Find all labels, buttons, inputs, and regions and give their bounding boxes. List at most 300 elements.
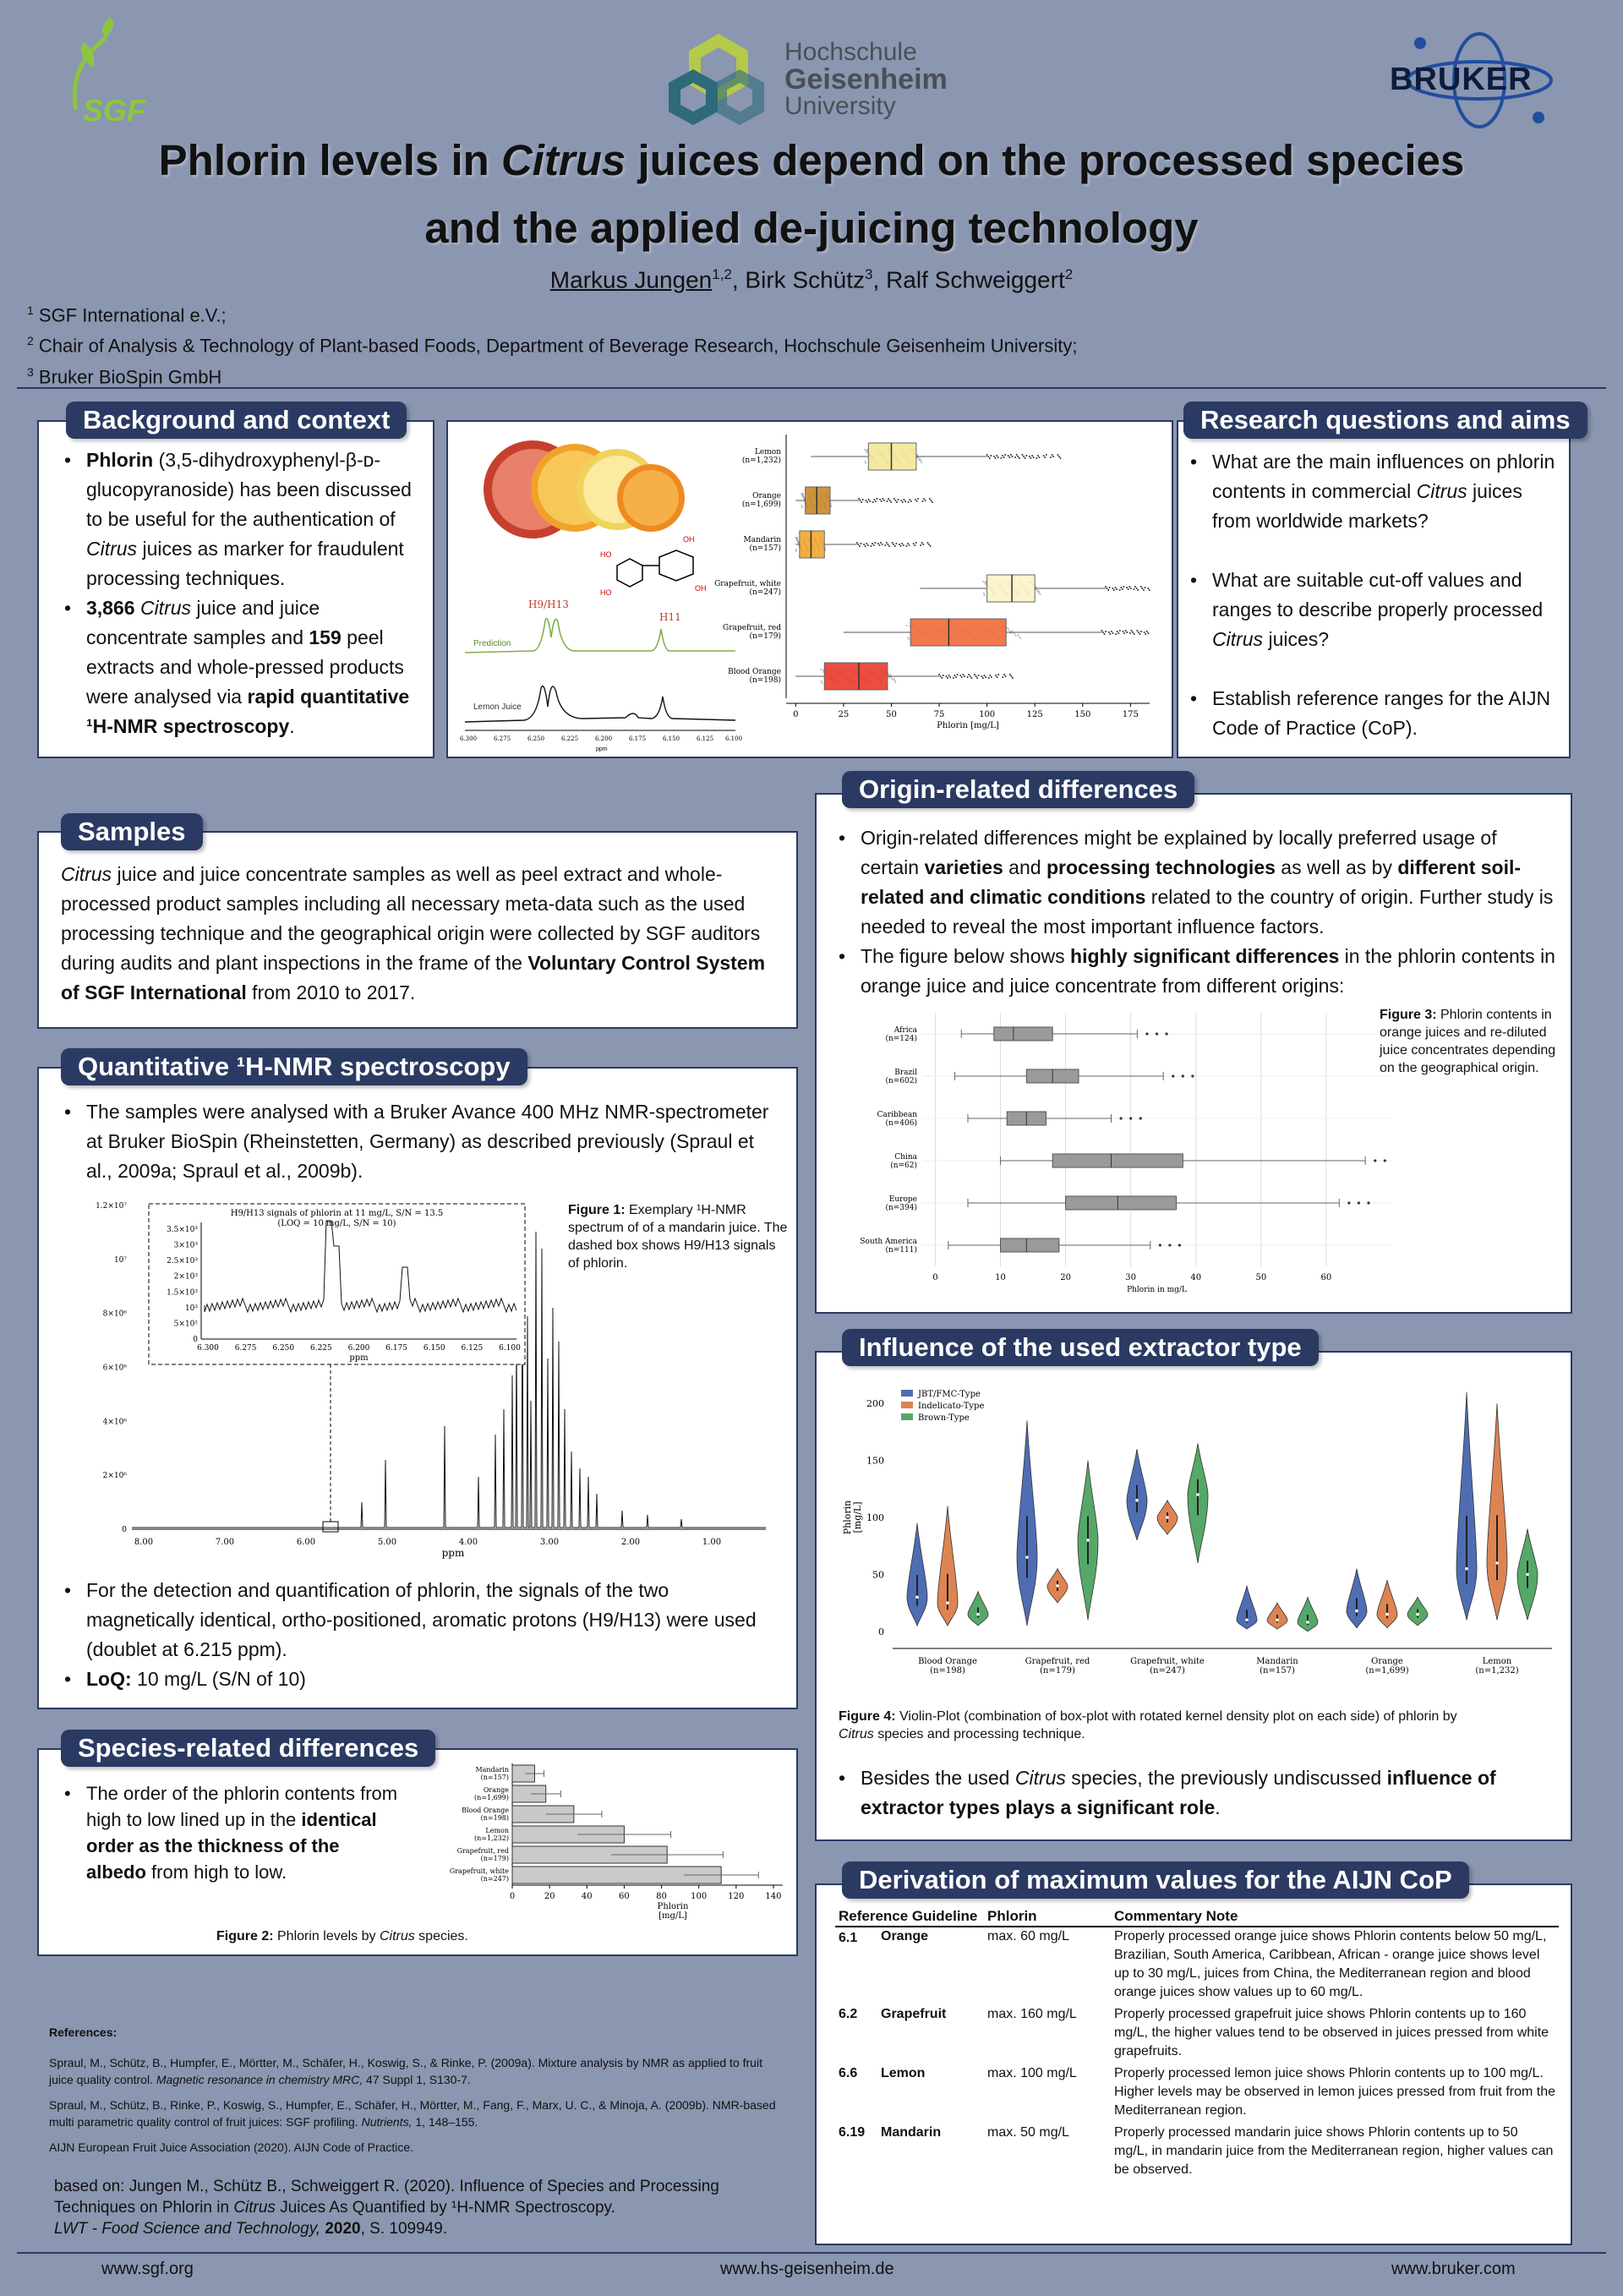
research-box xyxy=(1177,420,1571,758)
box xyxy=(1052,1154,1183,1167)
category-label: Blood Orange (n=198) xyxy=(462,1807,509,1822)
figure-4-caption: Figure 4: Violin-Plot (combination of box-plot with rotated kernel density plot on each side) of phlorin by Citrus species and processing technique. xyxy=(839,1709,1457,1741)
outlier-point xyxy=(916,500,918,502)
outlier-point xyxy=(930,545,932,547)
outlier-point xyxy=(915,499,916,500)
outlier-point xyxy=(1101,630,1102,631)
category-label: Blood Orange (n=198) xyxy=(728,668,781,685)
outlier-point xyxy=(893,498,895,500)
legend-swatch xyxy=(901,1402,913,1408)
box xyxy=(868,443,916,470)
author-3: , Ralf Schweiggert xyxy=(872,266,1065,293)
outlier-point xyxy=(899,544,900,545)
outlier-point xyxy=(1118,632,1119,634)
cop-row-orange: 6.1 Orange max. 60 mg/L Properly processed orange juice shows Phlorin contents below 50 mg/L, Brazilian, South America, Caribbean, African - orange juice shows level up to 30 mg/L, juices from China, the Mediterranean region and blood orange juices show values up to 60 mg/L. xyxy=(839,1929,1547,1999)
svg-text:6.100: 6.100 xyxy=(725,735,743,742)
category-label: Orange (n=1,699) xyxy=(741,492,781,509)
outlier-point xyxy=(902,501,904,503)
outlier-point xyxy=(894,545,896,547)
outlier-point xyxy=(900,545,902,547)
y-tick-label: 2×10⁶ xyxy=(102,1472,127,1481)
title-ital: Citrus xyxy=(500,136,626,184)
outlier-point xyxy=(1012,456,1014,457)
nmr-prediction-traces xyxy=(456,595,744,760)
footer-divider xyxy=(17,2252,1606,2254)
jitter-point xyxy=(894,680,896,681)
outlier-point xyxy=(1147,588,1149,589)
footer-bruker-link[interactable]: www.bruker.com xyxy=(1391,2260,1516,2278)
outlier-point xyxy=(964,675,965,677)
jitter-point xyxy=(908,638,910,640)
violin-median xyxy=(915,1596,919,1599)
outlier-point xyxy=(1139,1117,1142,1119)
outlier-point xyxy=(1017,456,1019,457)
svg-text:6.250: 6.250 xyxy=(527,735,545,742)
svg-text:OH: OH xyxy=(695,584,707,593)
x-tick-label: 75 xyxy=(933,710,945,719)
h11-label: H11 xyxy=(659,611,681,623)
nmr-bullet-3: • LoQ: 10 mg/L (S/N of 10) xyxy=(61,1665,779,1694)
origin-box xyxy=(815,793,1572,1314)
category-label: Lemon (n=1,232) xyxy=(1475,1657,1519,1676)
outlier-point xyxy=(947,677,948,679)
hochschule-geisenheim-logo xyxy=(659,34,981,135)
outlier-point xyxy=(1119,589,1121,591)
outlier-point xyxy=(862,499,864,500)
x-tick-label: 125 xyxy=(1026,710,1043,719)
nmr-small-ticks xyxy=(460,735,742,742)
x-tick-label: 1.00 xyxy=(702,1538,722,1547)
outlier-point xyxy=(1000,457,1002,459)
x-tick-label: 8.00 xyxy=(134,1538,154,1547)
violin xyxy=(1487,1403,1507,1620)
category-label: Orange (n=1,699) xyxy=(1365,1657,1409,1676)
nmr-box xyxy=(37,1067,798,1709)
violin-median xyxy=(1245,1619,1249,1622)
jitter-point xyxy=(1036,589,1038,591)
outlier-point xyxy=(917,498,919,500)
outlier-point xyxy=(884,544,886,546)
violin-median xyxy=(1355,1610,1358,1613)
outlier-point xyxy=(1102,631,1104,633)
outlier-point xyxy=(1130,588,1132,589)
inset-x-tick: 6.100 xyxy=(499,1344,521,1353)
outlier-point xyxy=(1191,1074,1194,1077)
outlier-point xyxy=(930,500,932,501)
outlier-point xyxy=(1036,457,1037,459)
inset-y-tick: 1.5×10³ xyxy=(167,1288,198,1298)
outlier-point xyxy=(1358,1201,1360,1204)
category-label: Grapefruit, red (n=179) xyxy=(723,624,781,641)
author-2-sup: 3 xyxy=(865,266,873,282)
category-label: Mandarin (n=157) xyxy=(743,536,781,553)
outlier-point xyxy=(886,542,888,544)
outlier-point xyxy=(1016,454,1018,456)
outlier-point xyxy=(1140,631,1142,632)
category-label: Grapefruit, white (n=247) xyxy=(1130,1657,1205,1676)
footer-sgf-link[interactable]: www.sgf.org xyxy=(101,2260,194,2278)
outlier-point xyxy=(900,500,902,501)
outlier-point xyxy=(861,501,862,503)
outlier-point xyxy=(863,544,865,545)
x-tick-label: 60 xyxy=(619,1892,630,1901)
outlier-point xyxy=(860,543,861,544)
bruker-logo xyxy=(1386,30,1572,131)
box xyxy=(800,531,824,558)
outlier-point xyxy=(1107,589,1109,591)
outlier-point xyxy=(1374,1159,1376,1162)
cop-row-mandarin: 6.19 Mandarin max. 50 mg/L Properly processed mandarin juice shows Phlorin contents up to 50 mg/L, in mandarin juice from the Mediterranean region, higher values can be observed. xyxy=(839,2125,1554,2177)
outlier-point xyxy=(986,454,988,456)
jitter-point xyxy=(888,676,890,678)
outlier-point xyxy=(967,676,969,678)
logo-line-2: Geisenheim xyxy=(784,63,948,96)
outlier-point xyxy=(1107,588,1108,589)
th-note: Commentary Note xyxy=(1111,1907,1559,1927)
outlier-point xyxy=(1037,455,1039,456)
outlier-point xyxy=(1125,630,1127,631)
outlier-point xyxy=(1004,454,1006,456)
jitter-point xyxy=(866,449,868,451)
lemon-juice-label: Lemon Juice xyxy=(473,702,522,712)
jitter-point xyxy=(983,593,985,594)
x-tick-label: 50 xyxy=(1255,1273,1267,1282)
outlier-point xyxy=(995,675,997,676)
outlier-point xyxy=(925,500,926,501)
outlier-point xyxy=(1149,589,1150,591)
violin-median xyxy=(946,1601,949,1604)
outlier-point xyxy=(890,501,892,503)
outlier-point xyxy=(995,457,997,459)
box xyxy=(1001,1238,1059,1252)
affiliation-3: $^3$ Bruker BioSpin GmbH xyxy=(27,364,222,387)
outlier-point xyxy=(865,500,866,501)
svg-text:6.125: 6.125 xyxy=(697,735,714,742)
outlier-point xyxy=(1060,457,1062,459)
outlier-point xyxy=(1122,588,1123,590)
x-tick-label: 150 xyxy=(1074,710,1091,719)
footer-hs-link[interactable]: www.hs-geisenheim.de xyxy=(720,2260,894,2278)
outlier-point xyxy=(991,676,992,678)
outlier-point xyxy=(1143,589,1145,591)
outlier-point xyxy=(1139,633,1140,635)
outlier-point xyxy=(1145,1032,1148,1035)
jitter-point xyxy=(982,581,984,582)
violin-median xyxy=(1306,1621,1309,1624)
outlier-point xyxy=(923,498,925,500)
jitter-point xyxy=(1008,629,1010,631)
outlier-point xyxy=(895,543,897,544)
outlier-point xyxy=(1043,455,1045,456)
y-tick-label: 200 xyxy=(866,1398,884,1410)
jitter-point xyxy=(917,456,919,457)
outlier-point xyxy=(875,500,877,502)
origin-bullet-2: • The figure below shows highly significant differences in the phlorin contents in orange juice and juice concentrate from different origins: xyxy=(835,942,1555,1001)
outlier-point xyxy=(1022,454,1024,456)
authors xyxy=(0,266,1623,293)
outlier-point xyxy=(1145,633,1146,635)
category-label: Lemon (n=1,232) xyxy=(741,448,781,465)
inset-x-tick: 6.200 xyxy=(347,1344,370,1353)
outlier-point xyxy=(894,500,896,501)
outlier-point xyxy=(1129,632,1131,634)
outlier-point xyxy=(1046,454,1047,456)
figure-2 xyxy=(411,1758,791,1923)
outlier-point xyxy=(945,675,947,677)
violin-median xyxy=(1526,1573,1529,1577)
outlier-point xyxy=(904,500,906,502)
outlier-point xyxy=(962,674,964,675)
outlier-point xyxy=(1123,631,1124,632)
category-label: Lemon (n=1,232) xyxy=(474,1827,509,1842)
outlier-point xyxy=(1134,633,1135,635)
violin xyxy=(1456,1392,1477,1621)
x-tick-label: 100 xyxy=(979,710,996,719)
jitter-point xyxy=(1015,635,1017,637)
jitter-point xyxy=(821,681,822,682)
title-post: juices depend on the processed species xyxy=(626,136,1465,184)
outlier-point xyxy=(1112,588,1113,589)
outlier-point xyxy=(974,674,975,675)
y-tick-label: 4×10⁶ xyxy=(102,1418,127,1427)
jitter-point xyxy=(865,461,866,462)
outlier-point xyxy=(928,544,930,545)
outlier-point xyxy=(908,501,910,503)
x-tick-label: 25 xyxy=(838,710,850,719)
jitter-point xyxy=(864,449,866,451)
outlier-point xyxy=(990,455,992,456)
figure-3-caption: Figure 3: Phlorin contents in orange juices and re-diluted juice concentrates depending on the geographical origin. xyxy=(1380,1008,1556,1075)
outlier-point xyxy=(910,500,912,502)
outlier-point xyxy=(993,456,995,457)
outlier-point xyxy=(873,499,875,500)
violin-median xyxy=(1086,1539,1090,1542)
outlier-point xyxy=(1014,456,1016,458)
box xyxy=(987,575,1036,602)
jitter-point xyxy=(796,537,798,538)
outlier-point xyxy=(868,499,870,500)
jitter-point xyxy=(1012,630,1014,631)
legend-label: JBT/FMC-Type xyxy=(918,1390,981,1399)
outlier-point xyxy=(1116,588,1118,590)
research-question-2: • What are suitable cut-off values and ranges to describe properly processed Citrus juices? xyxy=(1187,566,1555,654)
outlier-point xyxy=(889,500,891,501)
outlier-point xyxy=(882,498,883,500)
outlier-point xyxy=(914,544,915,546)
outlier-point xyxy=(948,675,950,676)
species-header: Species-related differences xyxy=(61,1730,435,1767)
outlier-point xyxy=(941,677,943,679)
jitter-point xyxy=(802,493,804,495)
outlier-point xyxy=(997,676,998,678)
jitter-point xyxy=(801,506,803,508)
jitter-point xyxy=(920,460,921,462)
jitter-point xyxy=(822,670,824,671)
research-aim: • Establish reference ranges for the AIJN Code of Practice (CoP). xyxy=(1187,684,1555,743)
figure-1-caption: Figure 1: Exemplary ¹H-NMR spectrum of of a mandarin juice. The dashed box shows H9/H13 signals of phlorin. xyxy=(568,1203,788,1271)
research-question-1: • What are the main influences on phlorin contents in commercial Citrus juices from worldwide markets? xyxy=(1187,447,1555,536)
outlier-point xyxy=(872,501,874,503)
outlier-point xyxy=(989,675,991,676)
outlier-point xyxy=(1030,457,1031,459)
outlier-point xyxy=(856,542,858,544)
cop-box xyxy=(815,1883,1572,2245)
outlier-point xyxy=(987,456,989,457)
outlier-point xyxy=(1033,456,1035,458)
outlier-point xyxy=(865,545,866,547)
outlier-point xyxy=(1005,675,1007,677)
jitter-point xyxy=(1010,632,1012,634)
based-on-citation: based on: Jungen M., Schütz B., Schweiggert R. (2020). Influence of Species and Processing Techniques on Phlorin in Citrus Juices As Quantified by ¹H-NMR Spectroscopy. LWT - Food Science and Technology, 2020, S. 109949. xyxy=(54,2178,719,2238)
y-tick-label: 0 xyxy=(878,1626,884,1637)
header-divider xyxy=(17,387,1606,389)
outlier-point xyxy=(921,542,923,544)
violin xyxy=(907,1523,927,1626)
prediction-label: Prediction xyxy=(473,639,511,648)
poster-title xyxy=(0,127,1623,262)
outlier-point xyxy=(1140,586,1142,588)
outlier-point xyxy=(970,677,972,679)
violin-median xyxy=(1276,1619,1279,1622)
figure-3 xyxy=(859,1008,1400,1294)
outlier-point xyxy=(1146,631,1148,632)
outlier-point xyxy=(873,544,875,546)
x-axis-label: Phlorin xyxy=(657,1902,689,1911)
svg-text:6.175: 6.175 xyxy=(629,735,647,742)
outlier-point xyxy=(1111,631,1112,632)
outlier-point xyxy=(1137,589,1139,591)
origin-bullet-1: • Origin-related differences might be explained by locally preferred usage of certain varieties and processing technologies as well as by different soil-related and climatic conditions related to the country of origin. Further study is needed to reveal the most important influence factors. xyxy=(835,823,1555,942)
outlier-point xyxy=(859,545,861,547)
inset-y-tick: 2×10³ xyxy=(173,1272,198,1282)
outlier-point xyxy=(1141,588,1143,589)
svg-text:OH: OH xyxy=(683,535,695,544)
jitter-point xyxy=(1039,592,1041,593)
outlier-point xyxy=(981,675,982,677)
y-tick-label: 10⁷ xyxy=(113,1255,127,1265)
legend-label: Indelicato-Type xyxy=(918,1402,985,1411)
outlier-point xyxy=(860,500,861,501)
outlier-point xyxy=(882,544,883,545)
violin-median xyxy=(1025,1555,1029,1559)
outlier-point xyxy=(961,676,963,678)
violin xyxy=(1298,1597,1318,1631)
outlier-point xyxy=(1120,587,1122,588)
outlier-point xyxy=(893,544,894,545)
outlier-point xyxy=(1119,630,1121,631)
reference-3: AIJN European Fruit Juice Association (2020). AIJN Code of Practice. xyxy=(49,2140,414,2154)
x-tick-label: 0 xyxy=(932,1273,938,1282)
outlier-point xyxy=(1132,631,1134,633)
outlier-point xyxy=(1109,633,1111,635)
author-1: Markus Jungen xyxy=(549,266,713,293)
outlier-point xyxy=(920,544,921,546)
jitter-point xyxy=(916,454,918,456)
outlier-point xyxy=(880,542,882,544)
outlier-point xyxy=(1145,587,1146,588)
outlier-point xyxy=(1129,1117,1132,1119)
outlier-point xyxy=(903,499,904,500)
x-axis-label: Phlorin in mg/L xyxy=(1127,1286,1187,1294)
inset-title: H9/H13 signals of phlorin at 11 mg/L, S/N = 13.5 xyxy=(230,1209,444,1218)
outlier-point xyxy=(1105,631,1107,632)
outlier-point xyxy=(949,676,951,678)
outlier-point xyxy=(870,545,872,547)
category-label: Brazil (n=602) xyxy=(885,1069,917,1085)
x-tick-label: 50 xyxy=(886,710,897,719)
jitter-point xyxy=(907,637,909,638)
inset-x-tick: 6.150 xyxy=(423,1344,445,1353)
jitter-point xyxy=(820,669,822,670)
research-header: Research questions and aims xyxy=(1183,402,1587,439)
outlier-point xyxy=(1126,631,1128,633)
category-label: Africa (n=124) xyxy=(885,1026,917,1043)
outlier-point xyxy=(857,544,859,545)
outlier-point xyxy=(932,501,933,503)
references xyxy=(49,2024,776,2156)
reference-1: Spraul, M., Schütz, B., Humpfer, E., Mörtter, M., Schäfer, H., Koswig, S., & Rinke, P. (2009a). Mixture analysis by NMR as applied to fruit juice quality control. Magnetic resonance in chemistry MRC, 47 Suppl 1, S130-7. xyxy=(49,2056,762,2086)
outlier-point xyxy=(858,498,860,500)
author-3-sup: 2 xyxy=(1064,266,1074,282)
outlier-point xyxy=(1105,586,1107,588)
inset-x-tick: 6.275 xyxy=(234,1344,257,1353)
outlier-point xyxy=(1010,454,1012,456)
outlier-point xyxy=(892,542,893,544)
category-label: Grapefruit, red (n=179) xyxy=(1025,1657,1090,1676)
outlier-point xyxy=(1147,632,1149,634)
category-label: China (n=62) xyxy=(890,1153,917,1170)
x-tick-label: 175 xyxy=(1122,710,1139,719)
outlier-point xyxy=(1126,587,1128,588)
jitter-point xyxy=(802,495,804,496)
jitter-point xyxy=(888,675,889,676)
x-tick-label: 140 xyxy=(765,1892,782,1901)
y-tick-label: 6×10⁶ xyxy=(102,1364,127,1373)
outlier-point xyxy=(1010,675,1012,677)
outlier-point xyxy=(907,543,909,544)
outlier-point xyxy=(985,676,986,678)
violin-median xyxy=(1196,1493,1199,1496)
outlier-point xyxy=(1058,456,1060,457)
logo-line-1: Hochschule xyxy=(784,38,917,66)
outlier-point xyxy=(874,542,876,544)
overview-figure-box xyxy=(446,420,1173,758)
outlier-point xyxy=(1138,631,1139,633)
y-tick-label: 1.2×10⁷ xyxy=(96,1202,127,1211)
outlier-point xyxy=(866,543,867,544)
nmr-bullet-2: • For the detection and quantification of phlorin, the signals of the two magnetically identical, ortho-positioned, aromatic protons (H9/H13) were used (doublet at 6.215 ppm). xyxy=(61,1576,779,1665)
jitter-point xyxy=(892,679,893,681)
nmr-small-ppm: ppm xyxy=(596,746,608,752)
outlier-point xyxy=(997,674,999,675)
box xyxy=(806,487,830,514)
outlier-point xyxy=(896,501,898,503)
affiliation-2: $^2$ Chair of Analysis & Technology of Plant-based Foods, Department of Beverage Research, Hochschule Geisenheim University; xyxy=(27,334,1078,357)
background-bullet-1: • Phlorin (3,5-dihydroxyphenyl-β-ᴅ-glucopyranoside) has been discussed to be useful for the authentication of Citrus juices as marker for fraudulent processing techniques. xyxy=(61,446,416,593)
jitter-point xyxy=(795,549,797,550)
jitter-point xyxy=(891,677,893,679)
category-label: Mandarin (n=157) xyxy=(475,1766,509,1781)
inset-x-tick: 6.250 xyxy=(272,1344,295,1353)
legend-swatch xyxy=(901,1413,913,1420)
outlier-point xyxy=(922,544,924,545)
logo-line-3: University xyxy=(784,92,896,120)
outlier-point xyxy=(1052,454,1053,456)
background-bullet-2: • 3,866 Citrus juice and juice concentrate samples and 159 peel extracts and whole-pressed products were analysed via rapid quantitative ¹H-NMR spectroscopy. xyxy=(61,593,416,741)
outlier-point xyxy=(877,498,878,500)
violin-median xyxy=(976,1613,980,1616)
outlier-point xyxy=(867,544,869,546)
